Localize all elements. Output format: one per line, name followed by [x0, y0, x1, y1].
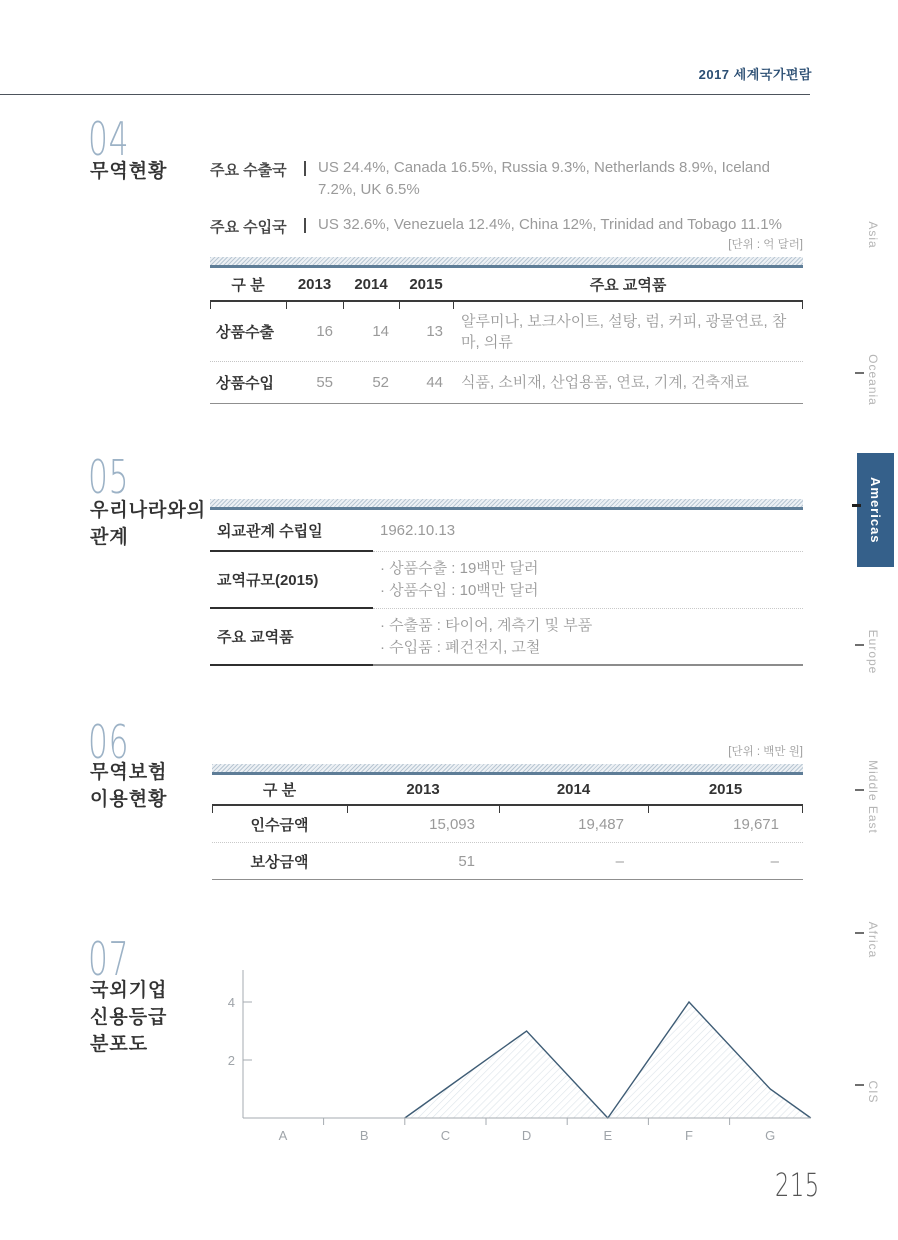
col-header: 2015 — [708, 781, 743, 798]
credit-rating-chart — [222, 960, 812, 1150]
sidebar-tick-active — [852, 504, 861, 507]
value-line: · 수출품 : 타이어, 계측기 및 부품 — [380, 616, 593, 634]
row-label: 보상금액 — [250, 853, 309, 871]
value-2014: 19,487 — [578, 815, 624, 833]
korea-relations-table — [210, 499, 803, 666]
import-countries-row — [210, 214, 810, 237]
row-value — [373, 552, 803, 609]
col-header: 주요 교역품 — [589, 276, 667, 294]
value-2014: 52 — [372, 374, 389, 391]
export-countries-row — [210, 157, 810, 201]
row-label: 상품수입 — [216, 375, 274, 392]
value-2014: 14 — [372, 323, 389, 340]
col-header: 2013 — [406, 781, 440, 798]
col-header: 2014 — [354, 275, 388, 293]
table-hatch-bar — [210, 257, 803, 268]
import-countries-label: 주요 수입국 — [210, 219, 287, 236]
import-countries-value: US 32.6%, Venezuela 12.4%, China 12%, Trinidad and Tobago 11.1% — [318, 216, 782, 233]
section-05-number: 05 — [88, 450, 130, 504]
unit-note-06: [단위 : 백만 원] — [728, 746, 803, 758]
sidebar-item-cis: CIS — [866, 1080, 880, 1104]
sidebar-item-americas-active — [857, 453, 894, 567]
sidebar-item-americas-label: Americas — [868, 476, 883, 544]
table-row — [210, 609, 803, 666]
sidebar-item-africa: Africa — [866, 921, 880, 959]
section-04-number: 04 — [88, 112, 130, 166]
value-2013: 15,093 — [429, 815, 475, 833]
sidebar-item-middle-east: Middle East — [866, 760, 880, 834]
value-2013: 16 — [316, 323, 333, 340]
section-07-title-line1: 국외기업 — [90, 980, 168, 1001]
sidebar-tick — [855, 789, 864, 791]
sidebar-item-oceania: Oceania — [866, 354, 880, 406]
row-label: 인수금액 — [250, 816, 309, 834]
table-row — [212, 843, 803, 880]
trade-items: 식품, 소비재, 산업용품, 연료, 기계, 건축재료 — [461, 374, 750, 391]
section-05-title — [90, 497, 206, 551]
export-countries-label: 주요 수출국 — [210, 162, 287, 179]
value-line: · 상품수입 : 10백만 달러 — [380, 582, 539, 599]
row-label: 교역규모(2015) — [210, 552, 373, 609]
export-countries-value: US 24.4%, Canada 16.5%, Russia 9.3%, Netherlands 8.9%, Iceland 7.2%, UK 6.5% — [318, 159, 770, 198]
table-hatch-bar — [210, 499, 803, 510]
chart-area-fill — [405, 1002, 811, 1118]
section-05-title-line2: 관계 — [90, 527, 129, 548]
divider-bar — [304, 218, 306, 233]
value-2014: – — [615, 852, 624, 870]
chart-ytick-label: 4 — [227, 995, 235, 1010]
value-line: · 상품수출 : 19백만 달러 — [380, 560, 539, 577]
row-label: 주요 교역품 — [210, 609, 373, 666]
value-2013: 55 — [316, 374, 333, 391]
col-header: 구 분 — [231, 276, 265, 294]
sidebar-item-europe: Europe — [866, 629, 880, 675]
header-rule — [0, 94, 810, 95]
section-06-title — [90, 759, 167, 813]
section-06-number: 06 — [88, 715, 130, 769]
section-06-title-line1: 무역보험 — [90, 762, 168, 783]
section-06-title-line2: 이용현황 — [90, 789, 168, 810]
chart-category-label: C — [440, 1128, 451, 1143]
sidebar-item-asia: Asia — [866, 221, 880, 249]
section-04-title: 무역현황 — [90, 161, 168, 182]
chart-category-label: A — [278, 1128, 288, 1143]
sidebar-tick — [855, 372, 864, 374]
section-07-title-line3: 분포도 — [90, 1034, 149, 1055]
row-label: 상품수출 — [216, 324, 274, 341]
section-05-title-line1: 우리나라와의 — [90, 500, 207, 521]
section-07-title — [90, 977, 167, 1058]
table-row — [210, 302, 803, 362]
sidebar-tick — [855, 932, 864, 934]
col-header: 2014 — [556, 781, 591, 798]
value-2015: 13 — [426, 323, 443, 340]
chart-ytick-label: 2 — [227, 1053, 235, 1068]
row-value — [373, 609, 803, 666]
page-number: 215 — [775, 1166, 820, 1204]
value-2015: 19,671 — [733, 815, 779, 833]
trade-table-header — [210, 268, 803, 302]
value-2015: 44 — [426, 374, 443, 391]
table-row — [210, 510, 803, 552]
chart-svg — [222, 960, 812, 1150]
table-hatch-bar — [212, 764, 803, 775]
trade-table — [210, 257, 803, 404]
table-row — [212, 806, 803, 843]
value-line: · 수입품 : 폐건전지, 고철 — [380, 638, 541, 656]
sidebar-tick — [855, 1084, 864, 1086]
insurance-table-header — [212, 775, 803, 806]
value-2013: 51 — [458, 852, 475, 870]
section-07-title-line2: 신용등급 — [90, 1007, 168, 1028]
table-row — [210, 362, 803, 404]
col-header: 2013 — [297, 275, 332, 293]
chart-category-label: E — [603, 1128, 613, 1143]
col-header: 구 분 — [262, 782, 297, 799]
section-07-number: 07 — [88, 932, 130, 986]
value-2015: – — [770, 852, 779, 870]
insurance-table — [212, 764, 803, 880]
chart-category-label: G — [765, 1128, 776, 1143]
value-line: 1962.10.13 — [380, 521, 456, 539]
chart-category-label: B — [359, 1128, 369, 1143]
trade-items: 알루미나, 보크사이트, 설탕, 럼, 커피, 광물연료, 참마, 의류 — [461, 312, 787, 351]
divider-bar — [304, 161, 306, 176]
row-value — [373, 510, 803, 552]
col-header: 2015 — [409, 275, 443, 293]
header-title: 2017 세계국가편람 — [698, 67, 812, 82]
chart-category-label: F — [685, 1128, 693, 1143]
sidebar-tick — [855, 644, 864, 646]
chart-category-label: D — [521, 1128, 532, 1143]
trade-partners-block — [210, 157, 810, 250]
unit-note-04: [단위 : 억 달러] — [728, 239, 803, 251]
row-label: 외교관계 수립일 — [210, 510, 373, 552]
table-row — [210, 552, 803, 609]
